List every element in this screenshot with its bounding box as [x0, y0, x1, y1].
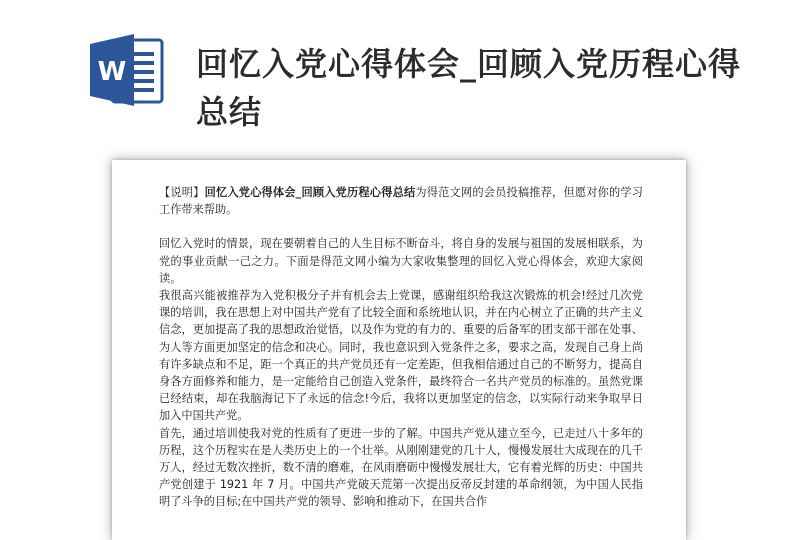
page-title: 回忆入党心得体会_回顾入党历程心得总结	[196, 45, 742, 131]
word-icon-letter: W	[97, 57, 127, 87]
paragraph-gap	[159, 218, 643, 235]
word-document-icon	[86, 30, 166, 110]
header	[0, 0, 800, 160]
intro-suffix: 为得范文网的会员投稿推荐，但愿对你的学习工作带来帮助。	[159, 186, 643, 217]
body-paragraph-1: 回忆入党时的情景，现在要朝着自己的人生目标不断奋斗，将自身的发展与祖国的发展相联系，为党的事业贡献一己之力。下面是得范文网小编为大家收集整理的回忆入党心得体会，欢迎大家阅读。	[159, 237, 643, 285]
intro-paragraph	[159, 184, 643, 218]
body-paragraph-3: 首先，通过培训使我对党的性质有了更进一步的了解。中国共产党从建立至今，已走过八十多年的历程，这个历程实在是人类历史上的一个壮举。从刚刚建党的几十人，慢慢发展壮大成现在的几千万人，经过无数次挫折，数不清的磨难，在风雨磨砺中慢慢发展壮大，它有着光辉的历史：中国共产党创建于 1921 年 7 月。中国共产党破天荒第一次提出反帝反封建的革命纲领，为中国人民指明了斗争的目标;在中国共产党的领导、影响和推动下，在国共合作	[159, 426, 643, 509]
document-page	[112, 160, 686, 540]
intro-bold-title: 回忆入党心得体会_回顾入党历程心得总结	[204, 186, 416, 199]
body-paragraph-2: 我很高兴能被推荐为入党积极分子并有机会去上党课，感谢组织给我这次锻炼的机会!经过几次党课的培训，我在思想上对中国共产党有了比较全面和系统地认识，并在内心树立了正确的共产主义信念，更加提高了我的思想政治觉悟，以及作为党的有力的、重要的后备军的团支部干部在处事、为人等方面更加坚定的信念和决心。同时，我也意识到入党条件之多，要求之高，发现自己身上尚有许多缺点和不足，距一个真正的共产党员还有一定差距，但我相信通过自己的不断努力，提高自身各方面修养和能力，是一定能给自己创造入党条件，最终符合一名共产党员的标准的。虽然党课已经结束，却在我脑海记下了永远的信念!今后，我将以更加坚定的信念，以实际行动来争取早日加入中国共产党。	[159, 289, 643, 423]
intro-prefix: 【说明】	[159, 186, 205, 199]
document-body	[159, 184, 643, 511]
